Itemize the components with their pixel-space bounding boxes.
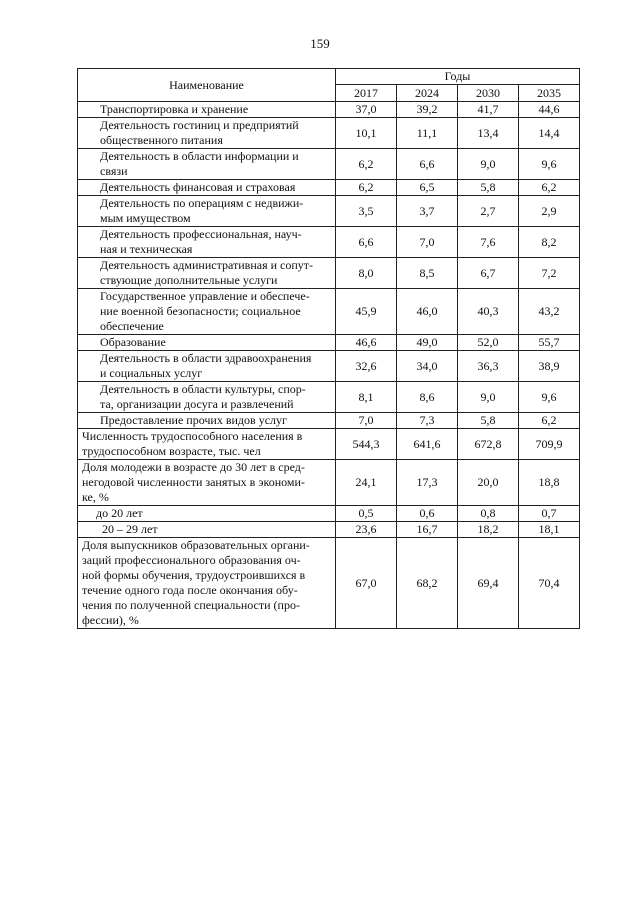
row-value-2030: 20,0: [458, 460, 519, 506]
table-row: [78, 118, 580, 149]
row-name-line: Транспортировка и хранение: [100, 102, 249, 116]
table-row: [78, 460, 580, 506]
row-name-line: Деятельность профессиональная, науч-: [100, 227, 302, 241]
row-name-line: фессии), %: [82, 613, 139, 627]
row-value-2030: 52,0: [458, 335, 519, 351]
row-name-line: Деятельность в области культуры, спор-: [100, 382, 306, 396]
row-value-2024: 11,1: [397, 118, 458, 149]
row-value-2017: 8,1: [336, 382, 397, 413]
table-row: [78, 227, 580, 258]
row-value-2035: 6,2: [519, 180, 580, 196]
row-value-2030: 6,7: [458, 258, 519, 289]
header-name: Наименование: [78, 69, 336, 102]
row-value-2017: 24,1: [336, 460, 397, 506]
row-value-2017: 7,0: [336, 413, 397, 429]
row-name: [78, 382, 336, 413]
table-row: [78, 196, 580, 227]
row-name-line: течение одного года после окончания обу-: [82, 583, 298, 597]
row-name-line: Предоставление прочих видов услуг: [100, 413, 287, 427]
row-value-2035: 18,8: [519, 460, 580, 506]
table-row: [78, 351, 580, 382]
row-value-2035: 9,6: [519, 149, 580, 180]
row-name-line: Деятельность гостиниц и предприятий: [100, 118, 299, 132]
row-name-line: чения по полученной специальности (про-: [82, 598, 300, 612]
table-row: [78, 506, 580, 522]
row-name: [78, 149, 336, 180]
table-row: [78, 289, 580, 335]
row-value-2017: 544,3: [336, 429, 397, 460]
row-value-2017: 45,9: [336, 289, 397, 335]
row-name: [78, 258, 336, 289]
row-value-2024: 8,6: [397, 382, 458, 413]
table-body: [78, 102, 580, 629]
row-value-2024: 39,2: [397, 102, 458, 118]
row-name-line: Доля молодежи в возрасте до 30 лет в сред-: [82, 460, 305, 474]
row-name: [78, 289, 336, 335]
row-name-line: Численность трудоспособного населения в: [82, 429, 303, 443]
row-name-line: ние военной безопасности; социальное: [100, 304, 301, 318]
row-value-2024: 16,7: [397, 522, 458, 538]
row-value-2030: 36,3: [458, 351, 519, 382]
row-value-2017: 3,5: [336, 196, 397, 227]
row-value-2030: 5,8: [458, 180, 519, 196]
table-row: [78, 102, 580, 118]
row-name: [78, 522, 336, 538]
row-value-2035: 8,2: [519, 227, 580, 258]
row-name-line: ной формы обучения, трудоустроившихся в: [82, 568, 306, 582]
row-value-2024: 641,6: [397, 429, 458, 460]
row-value-2030: 0,8: [458, 506, 519, 522]
row-value-2035: 70,4: [519, 538, 580, 629]
row-value-2017: 37,0: [336, 102, 397, 118]
row-name-line: до 20 лет: [96, 506, 143, 520]
row-value-2017: 6,2: [336, 149, 397, 180]
row-name: [78, 429, 336, 460]
row-name-line: негодовой численности занятых в экономи-: [82, 475, 305, 489]
row-name-line: обеспечение: [100, 319, 164, 333]
row-value-2035: 7,2: [519, 258, 580, 289]
table-row: [78, 149, 580, 180]
row-name-line: заций профессионального образования оч-: [82, 553, 301, 567]
row-value-2024: 7,0: [397, 227, 458, 258]
row-value-2024: 3,7: [397, 196, 458, 227]
table-row: [78, 180, 580, 196]
row-value-2017: 67,0: [336, 538, 397, 629]
row-value-2035: 2,9: [519, 196, 580, 227]
row-name-line: и социальных услуг: [100, 366, 203, 380]
row-name-line: Деятельность в области здравоохранения: [100, 351, 312, 365]
page-number: 159: [310, 36, 330, 51]
row-value-2035: 55,7: [519, 335, 580, 351]
row-value-2024: 68,2: [397, 538, 458, 629]
table-row: [78, 335, 580, 351]
table-row: [78, 258, 580, 289]
row-value-2035: 44,6: [519, 102, 580, 118]
row-value-2017: 8,0: [336, 258, 397, 289]
row-name-line: трудоспособном возрасте, тыс. чел: [82, 444, 261, 458]
row-name-line: Деятельность административная и сопут-: [100, 258, 314, 272]
row-name: [78, 118, 336, 149]
row-value-2035: 709,9: [519, 429, 580, 460]
row-value-2030: 69,4: [458, 538, 519, 629]
row-name-line: 20 – 29 лет: [102, 522, 158, 536]
row-name-line: общественного питания: [100, 133, 223, 147]
row-name: [78, 227, 336, 258]
row-name-line: ствующие дополнительные услуги: [100, 273, 278, 287]
row-value-2017: 6,2: [336, 180, 397, 196]
data-table: [77, 68, 580, 629]
row-value-2017: 32,6: [336, 351, 397, 382]
row-value-2017: 6,6: [336, 227, 397, 258]
row-value-2024: 46,0: [397, 289, 458, 335]
row-name: [78, 460, 336, 506]
row-value-2017: 0,5: [336, 506, 397, 522]
row-name: [78, 196, 336, 227]
table-header: [78, 69, 580, 102]
row-value-2030: 9,0: [458, 382, 519, 413]
header-year: 2035: [519, 85, 580, 102]
row-name: [78, 351, 336, 382]
row-value-2035: 14,4: [519, 118, 580, 149]
table-row: [78, 538, 580, 629]
row-name-line: Деятельность в области информации и: [100, 149, 299, 163]
row-value-2035: 6,2: [519, 413, 580, 429]
row-value-2030: 7,6: [458, 227, 519, 258]
row-value-2030: 13,4: [458, 118, 519, 149]
row-value-2035: 38,9: [519, 351, 580, 382]
row-name: [78, 180, 336, 196]
table-row: [78, 382, 580, 413]
row-value-2024: 0,6: [397, 506, 458, 522]
row-name-line: Образование: [100, 335, 166, 349]
row-value-2035: 43,2: [519, 289, 580, 335]
header-year: 2017: [336, 85, 397, 102]
header-years: Годы: [336, 69, 580, 85]
row-value-2024: 8,5: [397, 258, 458, 289]
row-value-2024: 6,6: [397, 149, 458, 180]
row-name: [78, 413, 336, 429]
row-value-2030: 9,0: [458, 149, 519, 180]
row-name: [78, 335, 336, 351]
row-name-line: ная и техническая: [100, 242, 193, 256]
row-value-2030: 18,2: [458, 522, 519, 538]
row-value-2030: 5,8: [458, 413, 519, 429]
row-value-2030: 40,3: [458, 289, 519, 335]
row-name-line: ке, %: [82, 490, 109, 504]
row-value-2035: 18,1: [519, 522, 580, 538]
row-value-2024: 17,3: [397, 460, 458, 506]
row-value-2030: 672,8: [458, 429, 519, 460]
row-name: [78, 538, 336, 629]
row-value-2035: 9,6: [519, 382, 580, 413]
row-value-2017: 23,6: [336, 522, 397, 538]
row-name-line: та, организации досуга и развлечений: [100, 397, 294, 411]
header-year: 2030: [458, 85, 519, 102]
row-value-2017: 46,6: [336, 335, 397, 351]
row-value-2024: 7,3: [397, 413, 458, 429]
row-value-2024: 6,5: [397, 180, 458, 196]
row-name-line: связи: [100, 164, 128, 178]
row-name-line: Государственное управление и обеспече-: [100, 289, 310, 303]
row-name-line: мым имуществом: [100, 211, 191, 225]
header-year: 2024: [397, 85, 458, 102]
row-name: [78, 506, 336, 522]
row-value-2035: 0,7: [519, 506, 580, 522]
row-name-line: Доля выпускников образовательных органи-: [82, 538, 310, 552]
row-name: [78, 102, 336, 118]
table-row: [78, 429, 580, 460]
row-name-line: Деятельность финансовая и страховая: [100, 180, 296, 194]
row-value-2024: 49,0: [397, 335, 458, 351]
table-row: [78, 413, 580, 429]
row-value-2030: 41,7: [458, 102, 519, 118]
row-value-2017: 10,1: [336, 118, 397, 149]
row-value-2030: 2,7: [458, 196, 519, 227]
row-name-line: Деятельность по операциям с недвижи-: [100, 196, 304, 210]
row-value-2024: 34,0: [397, 351, 458, 382]
table-row: [78, 522, 580, 538]
